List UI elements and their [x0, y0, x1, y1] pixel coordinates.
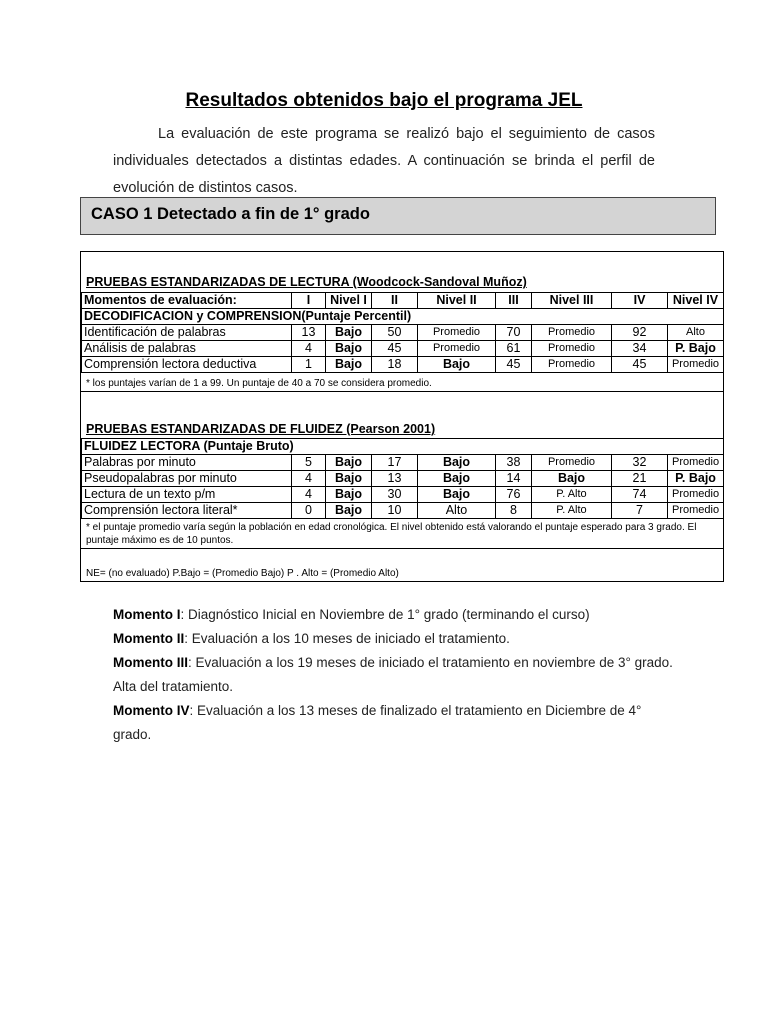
- row-label: Palabras por minuto: [82, 455, 292, 471]
- header-cell: II: [372, 293, 418, 309]
- section-divider: [81, 391, 723, 392]
- score-cell: 45: [612, 357, 668, 373]
- level-cell: Promedio: [668, 487, 724, 503]
- level-cell: Bajo: [326, 325, 372, 341]
- row-label: Análisis de palabras: [82, 341, 292, 357]
- level-cell: Bajo: [326, 503, 372, 519]
- momento-text: : Diagnóstico Inicial en Noviembre de 1° grado (terminando el curso): [180, 607, 590, 622]
- intro-text: La evaluación de este programa se realizó bajo el seguimiento de casos individuales detectados a distintas edades. A continuación se brinda el perfil de evolución de distintos casos.: [113, 126, 655, 196]
- score-cell: 21: [612, 471, 668, 487]
- score-cell: 34: [612, 341, 668, 357]
- row-label: Pseudopalabras por minuto: [82, 471, 292, 487]
- level-cell: P. Alto: [532, 487, 612, 503]
- score-cell: 92: [612, 325, 668, 341]
- score-cell: 45: [496, 357, 532, 373]
- momentos-list: [113, 603, 673, 747]
- level-cell: P. Bajo: [668, 341, 724, 357]
- momento-item: [113, 627, 673, 651]
- row-label: Comprensión lectora deductiva: [82, 357, 292, 373]
- level-cell: Promedio: [418, 325, 496, 341]
- score-cell: 70: [496, 325, 532, 341]
- score-cell: 13: [372, 471, 418, 487]
- section-divider: [81, 548, 723, 549]
- score-cell: 45: [372, 341, 418, 357]
- header-cell: Nivel I: [326, 293, 372, 309]
- header-cell: Nivel III: [532, 293, 612, 309]
- level-cell: Bajo: [418, 455, 496, 471]
- momento-text: : Evaluación a los 13 meses de finalizado el tratamiento en Diciembre de 4° grado.: [113, 703, 642, 742]
- header-cell: Nivel IV: [668, 293, 724, 309]
- level-cell: Promedio: [668, 503, 724, 519]
- table-row: [82, 325, 724, 341]
- page-title: Resultados obtenidos bajo el programa JEL: [185, 90, 583, 111]
- score-cell: 76: [496, 487, 532, 503]
- score-cell: 4: [292, 487, 326, 503]
- lectura-heading: PRUEBAS ESTANDARIZADAS DE LECTURA (Woodcock-Sandoval Muñoz): [86, 275, 527, 289]
- header-cell: Nivel II: [418, 293, 496, 309]
- momento-label: Momento II: [113, 631, 185, 646]
- level-cell: Alto: [418, 503, 496, 519]
- score-cell: 74: [612, 487, 668, 503]
- level-cell: P. Alto: [532, 503, 612, 519]
- row-label: Lectura de un texto p/m: [82, 487, 292, 503]
- score-cell: 4: [292, 341, 326, 357]
- abbreviation-legend: NE= (no evaluado) P.Bajo = (Promedio Bajo) P . Alto = (Promedio Alto): [86, 568, 399, 579]
- fluidez-subheading-row: [82, 439, 724, 455]
- fluidez-table: [81, 438, 724, 519]
- table-row: [82, 503, 724, 519]
- table-row: [82, 455, 724, 471]
- level-cell: Alto: [668, 325, 724, 341]
- level-cell: Bajo: [418, 487, 496, 503]
- level-cell: Bajo: [418, 471, 496, 487]
- score-cell: 10: [372, 503, 418, 519]
- table-row: [82, 471, 724, 487]
- momento-label: Momento IV: [113, 703, 190, 718]
- score-cell: 30: [372, 487, 418, 503]
- level-cell: Bajo: [326, 341, 372, 357]
- table-row: [82, 487, 724, 503]
- level-cell: Bajo: [326, 455, 372, 471]
- lectura-subheading: DECODIFICACION y COMPRENSION(Puntaje Percentil): [82, 309, 724, 325]
- score-cell: 0: [292, 503, 326, 519]
- level-cell: Promedio: [668, 357, 724, 373]
- score-cell: 13: [292, 325, 326, 341]
- fluidez-subheading: FLUIDEZ LECTORA (Puntaje Bruto): [82, 439, 724, 455]
- table-row: [82, 357, 724, 373]
- level-cell: Bajo: [326, 471, 372, 487]
- intro-paragraph: [113, 121, 655, 202]
- level-cell: P. Bajo: [668, 471, 724, 487]
- level-cell: Promedio: [418, 341, 496, 357]
- momento-label: Momento I: [113, 607, 181, 622]
- level-cell: Promedio: [532, 357, 612, 373]
- case-header: CASO 1 Detectado a fin de 1° grado: [80, 197, 716, 235]
- header-cell: I: [292, 293, 326, 309]
- level-cell: Promedio: [668, 455, 724, 471]
- momento-item: [113, 603, 673, 627]
- level-cell: Bajo: [418, 357, 496, 373]
- score-cell: 38: [496, 455, 532, 471]
- header-cell: III: [496, 293, 532, 309]
- score-cell: 8: [496, 503, 532, 519]
- score-cell: 61: [496, 341, 532, 357]
- level-cell: Promedio: [532, 455, 612, 471]
- score-cell: 4: [292, 471, 326, 487]
- fluidez-heading: PRUEBAS ESTANDARIZADAS DE FLUIDEZ (Pearson 2001): [86, 422, 436, 436]
- momento-item: [113, 651, 673, 699]
- lectura-subheading-row: [82, 309, 724, 325]
- score-cell: 32: [612, 455, 668, 471]
- level-cell: Promedio: [532, 341, 612, 357]
- score-cell: 14: [496, 471, 532, 487]
- fluidez-note: * el puntaje promedio varía según la población en edad cronológica. El nivel obtenido está valorando el puntaje esperado para 3 grado. El puntaje máximo es de 10 puntos.: [86, 522, 697, 546]
- header-cell: IV: [612, 293, 668, 309]
- level-cell: Bajo: [326, 487, 372, 503]
- momento-text: : Evaluación a los 10 meses de iniciado el tratamiento.: [184, 631, 510, 646]
- header-cell: Momentos de evaluación:: [82, 293, 292, 309]
- lectura-header-row: [82, 293, 724, 309]
- lectura-note: * los puntajes varían de 1 a 99. Un puntaje de 40 a 70 se considera promedio.: [86, 378, 432, 389]
- level-cell: Bajo: [532, 471, 612, 487]
- level-cell: Bajo: [326, 357, 372, 373]
- score-cell: 50: [372, 325, 418, 341]
- row-label: Identificación de palabras: [82, 325, 292, 341]
- score-cell: 7: [612, 503, 668, 519]
- score-cell: 17: [372, 455, 418, 471]
- momento-item: [113, 699, 673, 747]
- score-cell: 18: [372, 357, 418, 373]
- momento-label: Momento III: [113, 655, 188, 670]
- row-label: Comprensión lectora literal*: [82, 503, 292, 519]
- lectura-table: [81, 292, 724, 373]
- score-cell: 5: [292, 455, 326, 471]
- level-cell: Promedio: [532, 325, 612, 341]
- table-row: [82, 341, 724, 357]
- score-cell: 1: [292, 357, 326, 373]
- momento-text: : Evaluación a los 19 meses de iniciado el tratamiento en noviembre de 3° grado. Alta del tratamiento.: [113, 655, 673, 694]
